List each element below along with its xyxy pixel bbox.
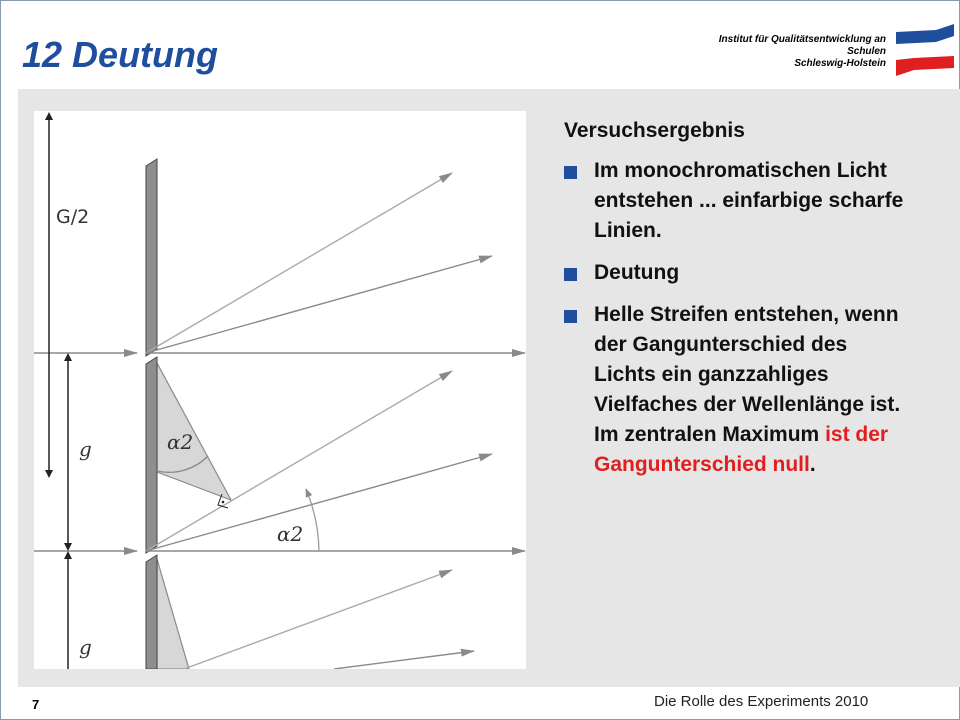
institute-line-1: Institut für Qualitätsentwicklung an [718, 34, 886, 45]
diffracted-ray-5 [184, 570, 452, 669]
label-angle-upper: α2 [167, 430, 194, 454]
footer-text: Die Rolle des Experiments 2010 [654, 693, 869, 710]
bullet-list [564, 156, 914, 480]
label-spacing-2: g [79, 635, 92, 659]
square-bullet-icon [564, 166, 577, 179]
path-difference-triangle-lower [157, 559, 189, 669]
label-half-grating: G/2 [56, 206, 90, 228]
result-heading: Versuchsergebnis [564, 119, 745, 142]
bullet-text-3: Helle Streifen entstehen, wenn der Gangunterschied des Lichts ein ganzzahliges Vielfaches der Wellenlänge ist. Im zentralen Maximum [594, 303, 901, 446]
institute-name [646, 34, 886, 70]
grating-bar-3 [146, 555, 157, 669]
bullet-item-1 [564, 156, 914, 246]
slide-title: 12 Deutung [22, 34, 219, 75]
label-spacing-1: g [79, 437, 92, 461]
bullet-item-3 [564, 300, 914, 480]
square-bullet-icon [564, 310, 577, 323]
diffracted-ray-2 [146, 256, 492, 353]
grating-bar-2 [146, 357, 157, 553]
bullet-text-3-highlight: ist der Gangunterschied null [594, 423, 889, 476]
page-number: 7 [32, 697, 40, 712]
diffracted-ray-6 [334, 651, 474, 669]
diffracted-ray-1 [146, 173, 452, 353]
grating-bar-1 [146, 159, 157, 356]
diffraction-grating-diagram [34, 111, 526, 669]
bullet-item-2 [564, 258, 914, 288]
institute-line-3: Schleswig-Holstein [794, 58, 886, 69]
bullet-text-1: Im monochromatischen Licht entstehen ... einfarbige scharfe Linien. [594, 159, 904, 242]
angle-arc-lower [306, 489, 319, 551]
bullet-text-3-end: . [809, 453, 816, 476]
text-panel [564, 118, 914, 492]
bullet-text-2: Deutung [594, 261, 680, 284]
flag-stripes-logo-icon [894, 22, 956, 78]
institute-line-2: Schulen [847, 46, 886, 57]
label-angle-lower: α2 [277, 522, 304, 546]
square-bullet-icon [564, 268, 577, 281]
